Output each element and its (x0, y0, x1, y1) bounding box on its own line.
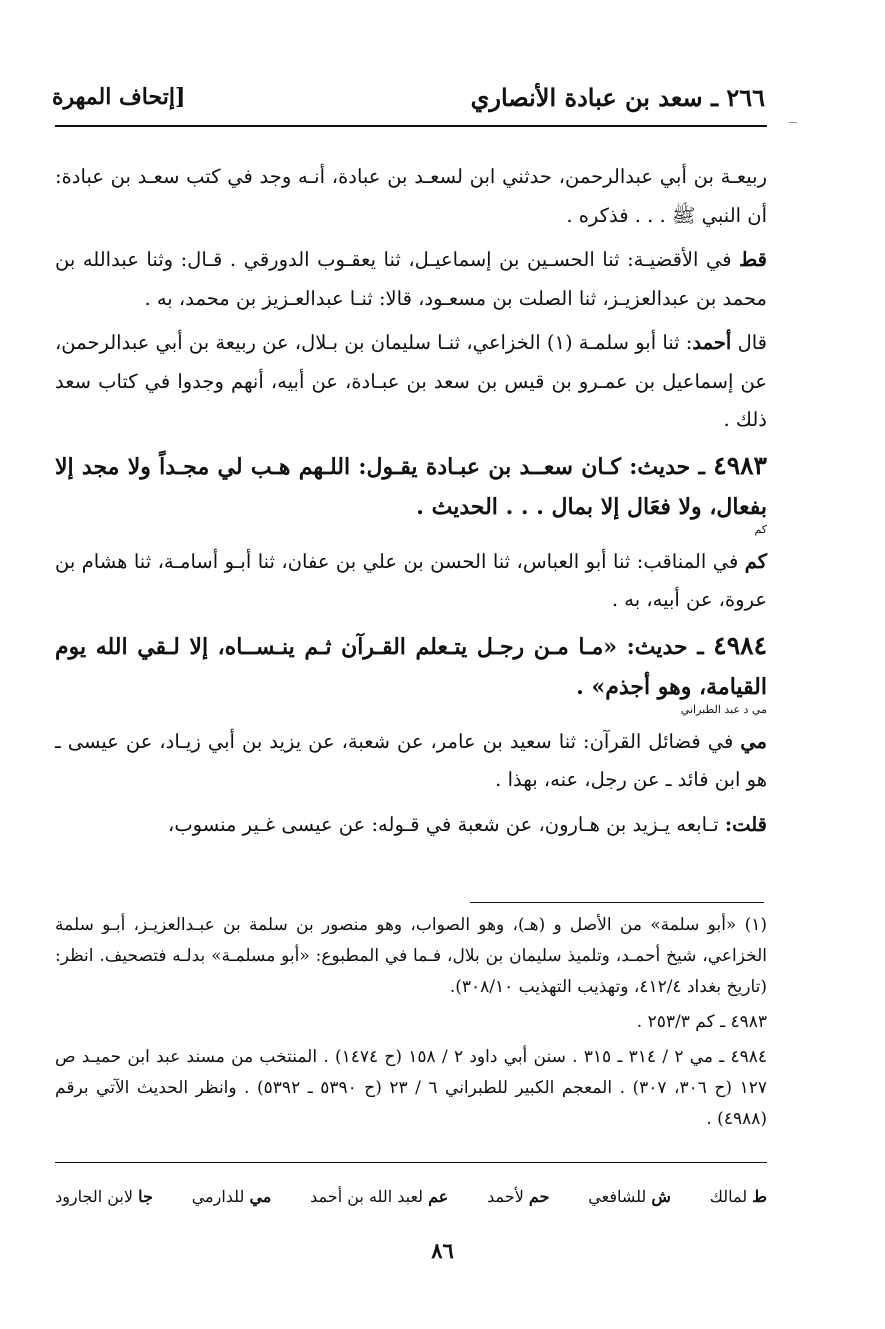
footnote-3: ٤٩٨٤ ـ مي ٢ / ٣١٤ ـ ٣١٥ . سنن أبي داود ٢ / ١٥٨ (ح ١٤٧٤) . المنتخب من مسند عبد ابن حميـد ص ١٢٧ (ح ٣٠٦، ٣٠٧) . المعجم الكبير للطبراني ٦ / ٢٣ (ح ٥٣٩٠ ـ ٥٣٩٢) . وانظر الحديث الآتي برقم (٤٩٨٨) . (55, 1047, 768, 1129)
abbreviation-key (55, 1180, 767, 1212)
running-header (52, 80, 765, 114)
paragraph-4 (55, 543, 767, 620)
key-item: مي للدارمي (191, 1186, 272, 1206)
key-item: حم لأحمد (487, 1186, 550, 1206)
main-text (55, 158, 767, 850)
book-title: [إتحاف المهرة (52, 84, 186, 110)
hadith-4984 (55, 626, 767, 717)
source-symbol: كم (754, 522, 767, 536)
paragraph-2 (55, 241, 767, 318)
footnote-1: (١) «أبو سلمة» من الأصل و (هـ)، وهو الصواب، وهو منصور بن سلمة بن عبـدالعزيـز، أبـو سلمة الخزاعي، شيخ أحمـد، وتلميذ سليمان بن بلال، فـما في المطبوع: «أبو مسلمـة» بدلـه فتصحيف. انظر: (تاريخ بغداد ٤١٢/٤، وتهذيب التهذيب ٣٠٨/١٠). (55, 915, 767, 997)
footnotes (55, 910, 767, 1135)
paragraph-prefix: قال (737, 331, 767, 354)
paragraph-6 (55, 806, 767, 845)
paragraph-text: تـابعه يـزيد بن هـارون، عن شعبة في قـوله: عن عيسى غـير منسوب، (168, 812, 719, 836)
source-code: قط (739, 248, 767, 271)
source-code: أحمد (692, 331, 732, 354)
paragraph-text: في الأقضيـة: ثنا الحسـين بن إسماعيـل، ثنا يعقـوب الدورقي . قـال: وثنا عبدالله بن محمد بن عبدالعزيـز، ثنا الصلت بن مسعـود، قالا: ثنـا عبدالعـزيز بن محمد، به . (55, 248, 767, 310)
key-item: عم لعبد الله بن أحمد (310, 1186, 449, 1206)
paragraph-3 (55, 324, 767, 440)
source-code: مي (740, 729, 767, 753)
paragraph-1: ربيعـة بن أبي عبدالرحمن، حدثني ابن لسعـد بن عبادة، أنـه وجد في كتب سعـد بن عبادة: أن النبي ﷺ . . . فذكره . (55, 165, 767, 227)
footnote-rule (470, 902, 764, 903)
hadith-text: ـ حديث: «مـا مـن رجـل يتـعلم القـرآن ثـم ينـســاه، إلا لـقي الله يوم القيامة، وهو أجذم» . (55, 633, 767, 700)
key-item: ط لمالك (709, 1186, 767, 1206)
margin-mark (789, 122, 797, 129)
source-code: قلت: (724, 812, 767, 836)
key-rule (55, 1162, 767, 1163)
paragraph-text: في المناقب: ثنا أبو العباس، ثنا الحسن بن علي بن عفان، ثنا أبـو أسامـة، ثنا هشام بن عروة، عن أبيه، به . (55, 549, 767, 611)
hadith-number: ٤٩٨٣ (713, 450, 767, 480)
page-number: ٨٦ (431, 1238, 454, 1263)
footnote-2: ٤٩٨٣ ـ كم ٢٥٣/٣ . (636, 1012, 767, 1032)
chapter-title: ٢٦٦ ـ سعد بن عبادة الأنصاري (470, 82, 765, 112)
paragraph-text: في فضائل القرآن: ثنا سعيد بن عامر، عن شعبة، عن يزيد بن أبي زيـاد، عن عيسى ـ هو ابن فائد ـ عن رجل، عنه، بهذا . (55, 729, 767, 791)
source-symbol: مي د عبد الطبراني (680, 702, 767, 716)
hadith-4983 (55, 446, 767, 537)
key-item: ش للشافعي (588, 1186, 671, 1206)
source-code: كم (744, 549, 767, 573)
paragraph-text: : ثنا أبو سلمـة (١) الخزاعي، ثنـا سليمان بن بـلال، عن ربيعة بن أبي عبدالرحمن، عن إسماعيل بن عمـرو بن قيس بن سعد بن عبـادة، عن أبيه، أنهم وجدوا في كتاب سعد ذلك . (55, 331, 767, 431)
hadith-text: ـ حديث: كـان سعــد بن عبـادة يقـول: اللـهم هـب لي مجـداً ولا مجد إلا بفعال، ولا فعَال إلا بمال . . . الحديث . (55, 453, 767, 520)
key-item: جا لابن الجارود (55, 1186, 153, 1206)
header-rule (55, 125, 767, 127)
paragraph-5 (55, 723, 767, 800)
hadith-number: ٤٩٨٤ (713, 630, 767, 660)
